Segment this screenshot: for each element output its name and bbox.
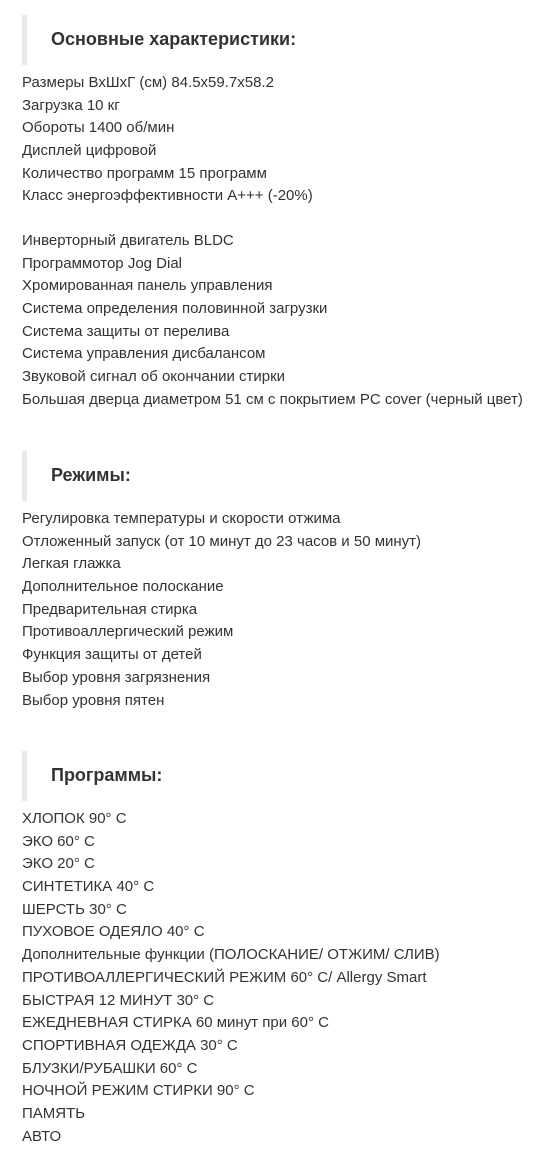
- list-item: Система управления дисбалансом: [22, 345, 266, 363]
- section-title-specs: Основные характеристики:: [51, 29, 297, 50]
- list-item: Дополнительные функции (ПОЛОСКАНИЕ/ ОТЖИМ/ СЛИВ): [22, 946, 440, 964]
- list-item: Инверторный двигатель BLDC: [22, 232, 234, 249]
- section-heading-programs: [22, 751, 554, 801]
- list-item: Система защиты от перелива: [22, 322, 230, 340]
- section-heading-specs: [22, 15, 554, 65]
- list-item: Противоаллергический режим: [22, 623, 234, 641]
- list-item: НОЧНОЙ РЕЖИМ СТИРКИ 90° С: [22, 1082, 255, 1100]
- list-item: Дисплей цифровой: [22, 142, 157, 160]
- list-item: Обороты 1400 об/мин: [22, 119, 175, 137]
- list-item: Класс энергоэффективности A+++ (-20%): [22, 187, 313, 205]
- section-title-programs: Программы:: [51, 765, 163, 786]
- list-item: Дополнительное полоскание: [22, 578, 224, 596]
- modes-list: [22, 508, 421, 712]
- list-item: Выбор уровня загрязнения: [22, 668, 211, 686]
- list-item: БЫСТРАЯ 12 МИНУТ 30° С: [22, 991, 215, 1009]
- list-item: Система определения половинной загрузки: [22, 300, 328, 318]
- list-item: Функция защиты от детей: [22, 646, 202, 664]
- list-item: ПРОТИВОАЛЛЕРГИЧЕСКИЙ РЕЖИМ 60° С/ Allergy Smart: [22, 968, 427, 986]
- specs-list: [22, 72, 313, 208]
- list-item: ЭКО 60° С: [22, 832, 95, 850]
- list-item: Размеры ВхШхГ (см) 84.5x59.7x58.2: [22, 74, 274, 91]
- list-item: Большая дверца диаметром 51 см с покрытием PC cover (черный цвет): [22, 390, 523, 408]
- list-item: БЛУЗКИ/РУБАШКИ 60° С: [22, 1059, 198, 1077]
- list-item: Регулировка температуры и скорости отжима: [22, 510, 341, 527]
- list-item: АВТО: [22, 1127, 62, 1145]
- list-item: ХЛОПОК 90° С: [22, 810, 127, 827]
- list-item: Предварительная стирка: [22, 600, 198, 618]
- list-item: Выбор уровня пятен: [22, 691, 165, 709]
- list-item: ЕЖЕДНЕВНАЯ СТИРКА 60 минут при 60° С: [22, 1014, 329, 1032]
- features-list: [22, 230, 523, 412]
- section-heading-modes: [22, 451, 554, 501]
- list-item: Количество программ 15 программ: [22, 164, 267, 182]
- list-item: ПАМЯТЬ: [22, 1104, 86, 1122]
- list-item: ШЕРСТЬ 30° С: [22, 900, 127, 918]
- list-item: Звуковой сигнал об окончании стирки: [22, 368, 286, 386]
- list-item: ЭКО 20° С: [22, 855, 95, 873]
- list-item: СПОРТИВНАЯ ОДЕЖДА 30° С: [22, 1036, 238, 1054]
- list-item: Программотор Jog Dial: [22, 254, 183, 272]
- list-item: ПУХОВОЕ ОДЕЯЛО 40° С: [22, 923, 205, 941]
- list-item: Отложенный запуск (от 10 минут до 23 часов и 50 минут): [22, 532, 422, 550]
- list-item: Легкая глажка: [22, 555, 121, 573]
- list-item: Загрузка 10 кг: [22, 96, 120, 114]
- list-item: СИНТЕТИКА 40° С: [22, 878, 155, 896]
- section-title-modes: Режимы:: [51, 465, 131, 486]
- programs-list: [22, 808, 440, 1148]
- list-item: Хромированная панель управления: [22, 277, 273, 295]
